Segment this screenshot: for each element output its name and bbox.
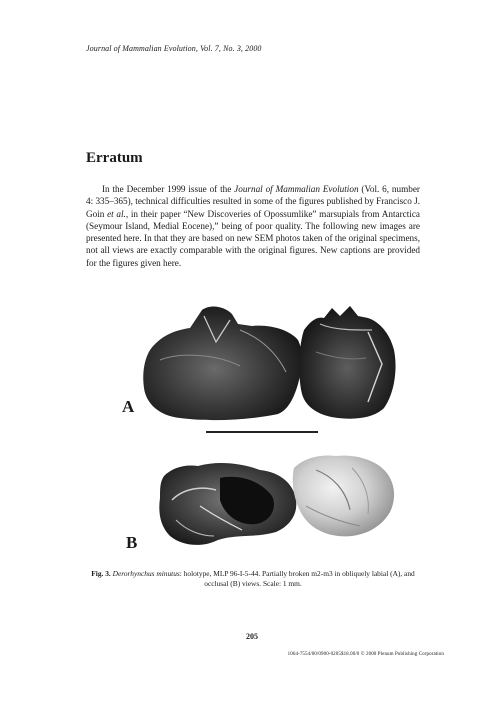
tooth-a-m2	[143, 307, 302, 421]
figure	[120, 300, 450, 562]
running-head: Journal of Mammalian Evolution, Vol. 7, No. 3, 2000	[86, 44, 262, 53]
figure-label-a: A	[122, 397, 135, 416]
figure-caption	[86, 569, 420, 589]
para-part2: (Vol. 6, number 4: 335–365), technical difficulties resulted in some of the figures published by Francisco J. Goin	[86, 184, 420, 219]
para-part1: In the December 1999 issue of the	[102, 184, 235, 194]
para-part3: , in their paper “New Discoveries of Opossumlike” marsupials from Antarctica (Seymour Island, Medial Eocene),” being of poor quality. The following new images are presented here. In that they are based on new SEM photos taken of the original specimens, not all views are exactly comparable with the original figures. New captions are provided for the figures given here.	[86, 208, 420, 268]
et-al: et al.	[107, 208, 126, 219]
caption-fig-num: Fig. 3.	[91, 569, 111, 578]
scale-bar	[206, 431, 318, 433]
footer-id-line: 1064-7554/00/0900-0205$18.00/0 © 2000 Plenum Publishing Corporation	[287, 652, 444, 657]
caption-species: Derorhynchus minutus	[112, 569, 180, 578]
page-number: 205	[246, 632, 258, 641]
tooth-b-m3	[293, 456, 394, 537]
article-title: Erratum	[86, 150, 143, 166]
figure-label-b: B	[126, 533, 138, 552]
caption-text: : holotype, MLP 96-I-5-44. Partially broken m2-m3 in obliquely labial (A), and occlusal (B) views. Scale: 1 mm.	[179, 569, 415, 588]
body-paragraph	[86, 183, 420, 269]
journal-name: Journal of Mammalian Evolution	[234, 184, 359, 194]
